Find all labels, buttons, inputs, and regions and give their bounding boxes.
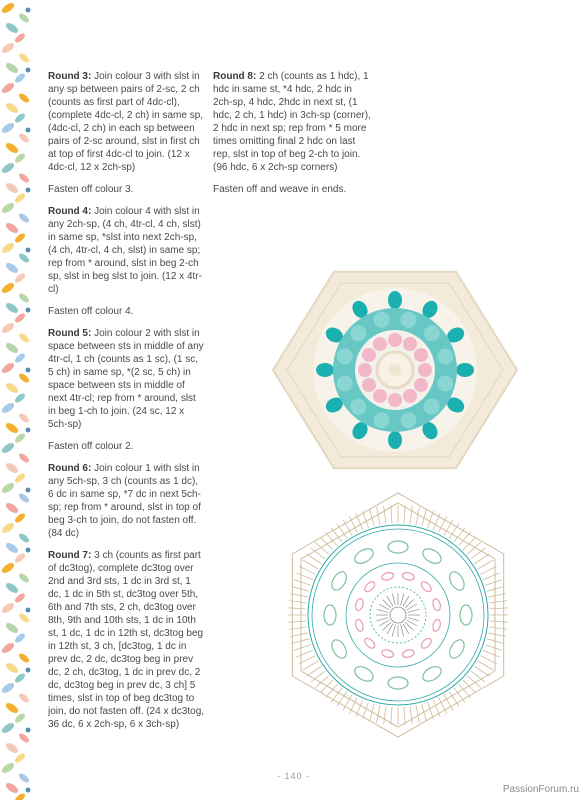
floral-pattern-icon xyxy=(0,0,34,800)
pattern-paragraph xyxy=(48,70,206,174)
round-instructions: Fasten off colour 3. xyxy=(48,184,134,195)
pattern-paragraph xyxy=(213,183,371,196)
pattern-paragraph xyxy=(213,70,371,174)
round-instructions: 3 ch (counts as first part of dc3tog), complete dc3tog over 2nd and 3rd sts, 1 dc in 3rd st, 1 dc, 1 dc in 5th st, dc3tog over 5th, 6th and 7th sts, 2 ch, dc3tog over 8th, 9th and 10th sts, 1 dc in 10th st, 1 dc, 1 dc in 12th st, dc3tog beg in 12th st, 3 ch, [dc3tog, 1 dc in prev dc, 2 dc, dc3tog beg in prev dc, 2 ch, dc3tog, 1 dc in prev dc, 2 dc, dc3tog beg in prev dc, 3 ch] 5 times, slst in top of beg dc3tog to join, do not fasten off. (24 x dc3tog, 36 dc, 6 x 2ch-sp, 6 x 3ch-sp) xyxy=(48,550,205,730)
crochet-chart-diagram xyxy=(270,490,525,740)
round-instructions: Join colour 2 with slst in space between sts in middle of any 4tr-cl, 1 ch (counts as 1 sc), (1 sc, 5 ch) in same sp, *(2 sc, 5 ch) in space between sts in middle of next 4tr-cl; rep from * around, slst in beg 1-ch to join. (24 sc, 12 x 5ch-sp) xyxy=(48,328,204,430)
pattern-paragraph xyxy=(48,440,206,453)
round-label: Round 4: xyxy=(48,206,92,217)
round-label: Round 5: xyxy=(48,328,92,339)
pattern-paragraph xyxy=(48,183,206,196)
pattern-column-right xyxy=(213,70,371,205)
pattern-paragraph xyxy=(48,305,206,318)
hexagon-photo xyxy=(270,255,520,485)
pattern-paragraph xyxy=(48,327,206,431)
round-instructions: Fasten off colour 4. xyxy=(48,306,134,317)
round-label: Round 7: xyxy=(48,550,92,561)
round-label: Round 6: xyxy=(48,463,92,474)
pattern-paragraph xyxy=(48,205,206,296)
round-label: Round 8: xyxy=(213,71,257,82)
round-instructions: Fasten off colour 2. xyxy=(48,441,134,452)
round-instructions: Fasten off and weave in ends. xyxy=(213,184,347,195)
pattern-column-left xyxy=(48,70,206,740)
crochet-symbol-chart xyxy=(270,490,525,740)
round-instructions: Join colour 4 with slst in any 2ch-sp, (4 ch, 4tr-cl, 4 ch, slst) in same sp, *slst into next 2ch-sp, (4 ch, 4tr-cl, 4 ch, slst) in same sp; rep from * around, slst in beg 2-ch sp, slst in beg slst to join. (12 x 4tr-cl) xyxy=(48,206,202,295)
pattern-paragraph xyxy=(48,462,206,540)
round-instructions: Join colour 1 with slst in any 5ch-sp, 3 ch (counts as 1 dc), 6 dc in same sp, *7 dc in next 5ch-sp; rep from * around, slst in top of beg 3-ch to join, do not fasten off. (84 dc) xyxy=(48,463,201,539)
watermark: PassionForum.ru xyxy=(502,784,579,795)
decorative-floral-border xyxy=(0,0,34,800)
page-number: - 140 - xyxy=(276,771,310,781)
round-instructions: 2 ch (counts as 1 hdc), 1 hdc in same st, *4 hdc, 2 hdc in 2ch-sp, 4 hdc, 2hdc in next st, (1 hdc, 2 ch, 1 hdc) in 3ch-sp (corner), 2 hdc in next sp; rep from * 5 more times omitting final 2 hdc on last rep, slst in top of beg 2-ch to join. (96 hdc, 6 x 2ch-sp corners) xyxy=(213,71,371,173)
pattern-paragraph xyxy=(48,549,206,731)
hexagon-motif-image xyxy=(270,255,520,485)
round-label: Round 3: xyxy=(48,71,92,82)
round-instructions: Join colour 3 with slst in any sp between pairs of 2-sc, 2 ch (counts as first part of 4dc-cl), (complete 4dc-cl, 2 ch) in same sp, (4dc-cl, 2 ch) in each sp between pairs of 2-sc around, slst in first ch at top of first 4dc-cl to join. (12 x 4dc-cl, 12 x 2ch-sp) xyxy=(48,71,204,173)
